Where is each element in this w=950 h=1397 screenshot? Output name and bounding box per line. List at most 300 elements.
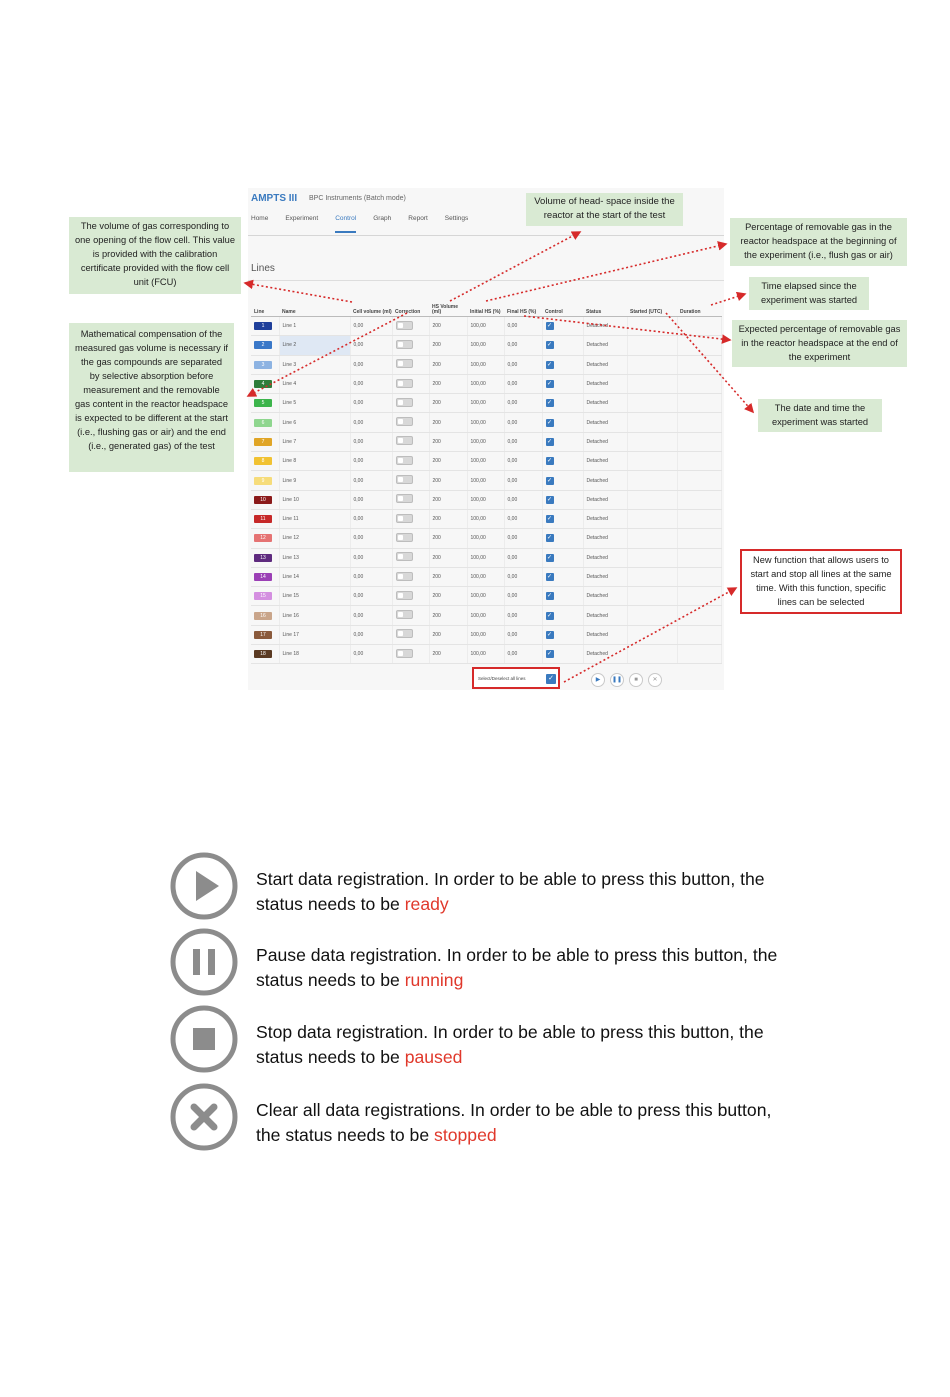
cell-status <box>583 317 627 336</box>
cell-line-name <box>279 452 350 471</box>
line-name: Line 1 <box>282 323 297 330</box>
cell-started <box>627 625 677 644</box>
start-all-button[interactable]: ▶ <box>591 673 605 687</box>
hs-volume-value: 200 <box>432 477 441 484</box>
cell-line-name <box>279 529 350 548</box>
nav-control[interactable]: Control <box>335 215 356 233</box>
cell-hs-volume <box>429 625 467 644</box>
line-color-badge: 7 <box>254 438 272 446</box>
control-checkbox[interactable]: ✓ <box>546 400 553 407</box>
cell-status <box>583 452 627 471</box>
line-name: Line 5 <box>282 400 297 407</box>
cell-initial-hs <box>467 452 504 471</box>
control-checkbox[interactable]: ✓ <box>546 612 553 619</box>
cell-status <box>583 471 627 490</box>
cell-line-badge <box>251 432 279 451</box>
cell-cell-volume <box>350 336 392 355</box>
line-color-badge: 18 <box>254 650 272 658</box>
table-row[interactable] <box>251 317 721 336</box>
table-row[interactable] <box>251 452 721 471</box>
cell-final-hs <box>504 413 542 432</box>
cell-initial-hs <box>467 413 504 432</box>
cell-final-hs <box>504 355 542 374</box>
cell-duration <box>677 490 721 509</box>
cell-status <box>583 548 627 567</box>
legend-item-pause <box>170 928 790 996</box>
nav-divider <box>248 235 724 236</box>
cell-status <box>583 432 627 451</box>
cell-status <box>583 374 627 393</box>
lines-body <box>251 317 721 664</box>
cell-volume-value: 0,00 <box>353 554 364 561</box>
correction-toggle[interactable] <box>396 340 413 349</box>
cell-status <box>583 625 627 644</box>
cell-initial-hs <box>467 374 504 393</box>
cell-started <box>627 509 677 528</box>
cell-volume-value: 0,00 <box>353 381 364 388</box>
table-row[interactable] <box>251 587 721 606</box>
cell-hs-volume <box>429 394 467 413</box>
line-color-badge: 2 <box>254 341 272 349</box>
final-hs-value: 0,00 <box>507 361 518 368</box>
control-checkbox[interactable]: ✓ <box>546 631 553 638</box>
status-value: Detached <box>586 458 608 465</box>
cell-control <box>542 355 583 374</box>
cell-initial-hs <box>467 606 504 625</box>
line-name: Line 7 <box>282 438 297 445</box>
correction-toggle[interactable] <box>396 533 413 542</box>
cell-line-name <box>279 548 350 567</box>
status-value: Detached <box>586 554 608 561</box>
pause-all-button[interactable]: ❚❚ <box>610 673 624 687</box>
cell-final-hs <box>504 587 542 606</box>
initial-hs-value: 100,00 <box>470 458 486 465</box>
correction-toggle[interactable] <box>396 436 413 445</box>
hs-volume-value: 200 <box>432 535 441 542</box>
line-color-badge: 8 <box>254 457 272 465</box>
lines-table <box>251 301 722 664</box>
col-correction: Correction <box>392 301 429 317</box>
nav-experiment[interactable]: Experiment <box>285 215 319 222</box>
cell-line-name <box>279 509 350 528</box>
cell-correction <box>392 374 429 393</box>
status-value: Detached <box>586 342 608 349</box>
hs-volume-value: 200 <box>432 651 441 658</box>
control-checkbox[interactable]: ✓ <box>546 438 553 445</box>
cell-correction <box>392 548 429 567</box>
cell-cell-volume <box>350 317 392 336</box>
line-color-badge: 13 <box>254 554 272 562</box>
control-checkbox[interactable]: ✓ <box>546 574 553 580</box>
line-name: Line 11 <box>282 516 299 523</box>
line-color-badge: 10 <box>254 496 272 504</box>
cell-started <box>627 317 677 336</box>
correction-toggle[interactable] <box>396 475 413 484</box>
cell-cell-volume <box>350 529 392 548</box>
cell-correction <box>392 606 429 625</box>
initial-hs-value: 100,00 <box>470 554 486 561</box>
control-checkbox[interactable]: ✓ <box>546 516 553 523</box>
cell-volume-value: 0,00 <box>353 535 364 542</box>
final-hs-value: 0,00 <box>507 554 518 561</box>
cell-control <box>542 413 583 432</box>
cell-cell-volume <box>350 645 392 664</box>
nav-settings[interactable]: Settings <box>444 215 469 222</box>
cell-hs-volume <box>429 567 467 586</box>
col-final-hs: Final HS (%) <box>504 301 542 317</box>
cell-volume-value: 0,00 <box>353 419 364 426</box>
final-hs-value: 0,00 <box>507 458 518 465</box>
cell-initial-hs <box>467 355 504 374</box>
line-color-badge: 17 <box>254 631 272 639</box>
final-hs-value: 0,00 <box>507 535 518 542</box>
initial-hs-value: 100,00 <box>470 516 486 523</box>
cell-line-badge <box>251 587 279 606</box>
correction-toggle[interactable] <box>396 417 413 426</box>
initial-hs-value: 100,00 <box>470 631 486 638</box>
table-row[interactable] <box>251 336 721 355</box>
line-name: Line 10 <box>282 496 299 503</box>
cell-line-badge <box>251 394 279 413</box>
control-checkbox[interactable]: ✓ <box>546 477 553 484</box>
cell-initial-hs <box>467 336 504 355</box>
initial-hs-value: 100,00 <box>470 477 486 484</box>
cell-line-name <box>279 606 350 625</box>
cell-initial-hs <box>467 529 504 548</box>
correction-toggle[interactable] <box>396 379 413 388</box>
cell-duration <box>677 606 721 625</box>
table-row[interactable] <box>251 471 721 490</box>
table-row[interactable] <box>251 548 721 567</box>
cell-line-name <box>279 317 350 336</box>
cell-status <box>583 490 627 509</box>
cell-started <box>627 548 677 567</box>
legend-text-start: Start data registration. In order to be able to press this button, the status needs to be ready <box>256 869 765 914</box>
line-color-badge: 5 <box>254 399 272 407</box>
correction-toggle[interactable] <box>396 649 413 658</box>
cell-correction <box>392 336 429 355</box>
cell-control <box>542 336 583 355</box>
cell-control <box>542 394 583 413</box>
section-title: Lines <box>251 263 275 274</box>
status-value: Detached <box>586 574 608 580</box>
col-initial-hs: Initial HS (%) <box>467 301 504 317</box>
cell-initial-hs <box>467 471 504 490</box>
correction-toggle[interactable] <box>396 514 413 523</box>
cell-duration <box>677 355 721 374</box>
control-checkbox[interactable]: ✓ <box>546 554 553 561</box>
cell-control <box>542 606 583 625</box>
cell-cell-volume <box>350 509 392 528</box>
line-name: Line 18 <box>282 651 299 658</box>
cell-started <box>627 452 677 471</box>
select-all-control[interactable] <box>472 667 560 689</box>
cell-final-hs <box>504 509 542 528</box>
line-color-badge: 3 <box>254 361 272 369</box>
cell-duration <box>677 413 721 432</box>
table-row[interactable] <box>251 394 721 413</box>
cell-hs-volume <box>429 490 467 509</box>
table-row[interactable] <box>251 625 721 644</box>
cell-line-name <box>279 394 350 413</box>
cell-final-hs <box>504 529 542 548</box>
status-value: Detached <box>586 438 608 445</box>
cell-initial-hs <box>467 490 504 509</box>
status-value: Detached <box>586 400 608 407</box>
cell-hs-volume <box>429 587 467 606</box>
control-checkbox[interactable]: ✓ <box>546 361 553 368</box>
cell-cell-volume <box>350 394 392 413</box>
cell-control <box>542 374 583 393</box>
play-icon <box>170 852 238 920</box>
table-header-row <box>251 301 721 317</box>
cell-line-badge <box>251 336 279 355</box>
final-hs-value: 0,00 <box>507 477 518 484</box>
cell-duration <box>677 587 721 606</box>
control-checkbox[interactable]: ✓ <box>546 458 553 465</box>
final-hs-value: 0,00 <box>507 438 518 445</box>
final-hs-value: 0,00 <box>507 516 518 523</box>
correction-toggle[interactable] <box>396 610 413 619</box>
final-hs-value: 0,00 <box>507 651 518 658</box>
app-subtitle: BPC Instruments (Batch mode) <box>309 195 406 202</box>
line-color-badge: 11 <box>254 515 272 523</box>
correction-toggle[interactable] <box>396 494 413 503</box>
cell-line-badge <box>251 374 279 393</box>
cell-cell-volume <box>350 374 392 393</box>
cell-line-name <box>279 645 350 664</box>
line-name: Line 2 <box>282 342 297 349</box>
cell-initial-hs <box>467 509 504 528</box>
control-checkbox[interactable]: ✓ <box>546 496 553 503</box>
line-color-badge: 4 <box>254 380 272 388</box>
control-checkbox[interactable]: ✓ <box>546 651 553 658</box>
table-row[interactable] <box>251 606 721 625</box>
cell-started <box>627 529 677 548</box>
final-hs-value: 0,00 <box>507 593 518 600</box>
control-checkbox[interactable]: ✓ <box>546 535 553 542</box>
nav-home[interactable]: Home <box>251 215 269 222</box>
cell-volume-value: 0,00 <box>353 593 364 600</box>
control-checkbox[interactable]: ✓ <box>546 381 553 388</box>
clear-icon <box>170 1083 238 1151</box>
cell-initial-hs <box>467 394 504 413</box>
cell-final-hs <box>504 452 542 471</box>
hs-volume-value: 200 <box>432 400 441 407</box>
hs-volume-value: 200 <box>432 438 441 445</box>
hs-volume-value: 200 <box>432 458 441 465</box>
cell-duration <box>677 509 721 528</box>
cell-started <box>627 394 677 413</box>
cell-volume-value: 0,00 <box>353 477 364 484</box>
status-value: Detached <box>586 612 608 619</box>
cell-volume-value: 0,00 <box>353 496 364 503</box>
cell-correction <box>392 490 429 509</box>
hs-volume-value: 200 <box>432 361 441 368</box>
cell-line-badge <box>251 413 279 432</box>
table-row[interactable] <box>251 567 721 586</box>
cell-volume-value: 0,00 <box>353 400 364 407</box>
correction-toggle[interactable] <box>396 572 413 581</box>
pause-icon <box>170 928 238 996</box>
note-hs-volume: Volume of head- space inside the reactor at the start of the test <box>526 193 683 226</box>
cell-cell-volume <box>350 587 392 606</box>
cell-volume-value: 0,00 <box>353 574 364 580</box>
section-divider <box>248 280 724 281</box>
initial-hs-value: 100,00 <box>470 574 486 580</box>
cell-line-badge <box>251 490 279 509</box>
hs-volume-value: 200 <box>432 419 441 426</box>
line-color-badge: 16 <box>254 612 272 620</box>
cell-started <box>627 606 677 625</box>
correction-toggle[interactable] <box>396 398 413 407</box>
app-title: AMPTS III <box>251 193 298 204</box>
cell-line-name <box>279 471 350 490</box>
control-checkbox[interactable]: ✓ <box>546 419 553 426</box>
table-row[interactable] <box>251 413 721 432</box>
status-value: Detached <box>586 631 608 638</box>
cell-cell-volume <box>350 606 392 625</box>
correction-toggle[interactable] <box>396 552 413 561</box>
initial-hs-value: 100,00 <box>470 496 486 503</box>
table-row[interactable] <box>251 645 721 664</box>
table-row[interactable] <box>251 432 721 451</box>
initial-hs-value: 100,00 <box>470 419 486 426</box>
nav-graph[interactable]: Graph <box>373 215 392 222</box>
line-name: Line 6 <box>282 419 297 426</box>
cell-cell-volume <box>350 471 392 490</box>
cell-control <box>542 548 583 567</box>
cell-cell-volume <box>350 413 392 432</box>
col-cell-volume: Cell volume (ml) <box>350 301 392 317</box>
hs-volume-value: 200 <box>432 593 441 600</box>
cell-cell-volume <box>350 452 392 471</box>
cell-initial-hs <box>467 625 504 644</box>
note-final-hs: Expected percentage of removable gas in the reactor headspace at the end of the experiment <box>732 320 907 367</box>
col-hs-volume: HS Volume (ml) <box>429 301 467 317</box>
cell-line-badge <box>251 317 279 336</box>
control-checkbox[interactable]: ✓ <box>546 323 553 330</box>
initial-hs-value: 100,00 <box>470 400 486 407</box>
correction-toggle[interactable] <box>396 591 413 600</box>
cell-duration <box>677 567 721 586</box>
final-hs-value: 0,00 <box>507 612 518 619</box>
cell-started <box>627 432 677 451</box>
status-value: Detached <box>586 516 608 523</box>
cell-duration <box>677 336 721 355</box>
cell-started <box>627 374 677 393</box>
select-all-checkbox[interactable]: ✓ <box>546 674 556 684</box>
cell-control <box>542 587 583 606</box>
cell-cell-volume <box>350 432 392 451</box>
cell-volume-value: 0,00 <box>353 342 364 349</box>
note-select-all: New function that allows users to start and stop all lines at the same time. With this function, specific lines can be selected <box>740 549 902 614</box>
line-color-badge: 1 <box>254 322 272 330</box>
cell-status <box>583 645 627 664</box>
cell-control <box>542 317 583 336</box>
correction-toggle[interactable] <box>396 629 413 638</box>
correction-toggle[interactable] <box>396 359 413 368</box>
cell-hs-volume <box>429 471 467 490</box>
col-control: Control <box>542 301 583 317</box>
table-row[interactable] <box>251 509 721 528</box>
cell-hs-volume <box>429 317 467 336</box>
stop-icon <box>170 1005 238 1073</box>
cell-line-badge <box>251 606 279 625</box>
line-color-badge: 15 <box>254 592 272 600</box>
initial-hs-value: 100,00 <box>470 438 486 445</box>
cell-final-hs <box>504 567 542 586</box>
legend-status-stop: paused <box>404 1047 463 1067</box>
line-name: Line 9 <box>282 477 297 484</box>
cell-control <box>542 490 583 509</box>
cell-duration <box>677 548 721 567</box>
table-row[interactable] <box>251 490 721 509</box>
cell-line-name <box>279 432 350 451</box>
table-row[interactable] <box>251 374 721 393</box>
cell-volume-value: 0,00 <box>353 323 364 330</box>
cell-line-badge <box>251 567 279 586</box>
nav-report[interactable]: Report <box>408 215 428 222</box>
cell-correction <box>392 587 429 606</box>
final-hs-value: 0,00 <box>507 323 518 330</box>
initial-hs-value: 100,00 <box>470 323 486 330</box>
line-name: Line 4 <box>282 381 297 388</box>
cell-volume-value: 0,00 <box>353 361 364 368</box>
line-name: Line 15 <box>282 593 299 600</box>
legend-status-start: ready <box>404 894 449 914</box>
cell-status <box>583 587 627 606</box>
table-row[interactable] <box>251 355 721 374</box>
cell-status <box>583 509 627 528</box>
cell-correction <box>392 625 429 644</box>
cell-hs-volume <box>429 606 467 625</box>
cell-correction <box>392 317 429 336</box>
cell-correction <box>392 645 429 664</box>
note-cell-volume: The volume of gas corresponding to one opening of the flow cell. This value is provided with the calibration certificate provided with the flow cell unit (FCU) <box>69 217 241 294</box>
table-row[interactable] <box>251 529 721 548</box>
cell-hs-volume <box>429 452 467 471</box>
stop-all-button[interactable]: ■ <box>629 673 643 687</box>
cell-line-name <box>279 587 350 606</box>
note-initial-hs: Percentage of removable gas in the reactor headspace at the beginning of the experiment (i.e., flush gas or air) <box>730 218 907 266</box>
status-value: Detached <box>586 535 608 542</box>
cell-cell-volume <box>350 625 392 644</box>
correction-toggle[interactable] <box>396 321 413 330</box>
cell-started <box>627 471 677 490</box>
initial-hs-value: 100,00 <box>470 593 486 600</box>
cell-control <box>542 432 583 451</box>
cell-cell-volume <box>350 567 392 586</box>
line-name: Line 3 <box>282 361 297 368</box>
cell-duration <box>677 317 721 336</box>
legend-item-clear <box>170 1083 790 1151</box>
cell-duration <box>677 471 721 490</box>
control-checkbox[interactable]: ✓ <box>546 342 553 349</box>
legend-text-stop: Stop data registration. In order to be able to press this button, the status needs to be paused <box>256 1022 764 1067</box>
status-value: Detached <box>586 361 608 368</box>
cell-line-name <box>279 355 350 374</box>
status-value: Detached <box>586 496 608 503</box>
cell-cell-volume <box>350 355 392 374</box>
control-checkbox[interactable]: ✓ <box>546 593 553 600</box>
clear-all-button[interactable]: ✕ <box>648 673 662 687</box>
initial-hs-value: 100,00 <box>470 612 486 619</box>
initial-hs-value: 100,00 <box>470 342 486 349</box>
cell-line-badge <box>251 355 279 374</box>
cell-duration <box>677 394 721 413</box>
correction-toggle[interactable] <box>396 456 413 465</box>
